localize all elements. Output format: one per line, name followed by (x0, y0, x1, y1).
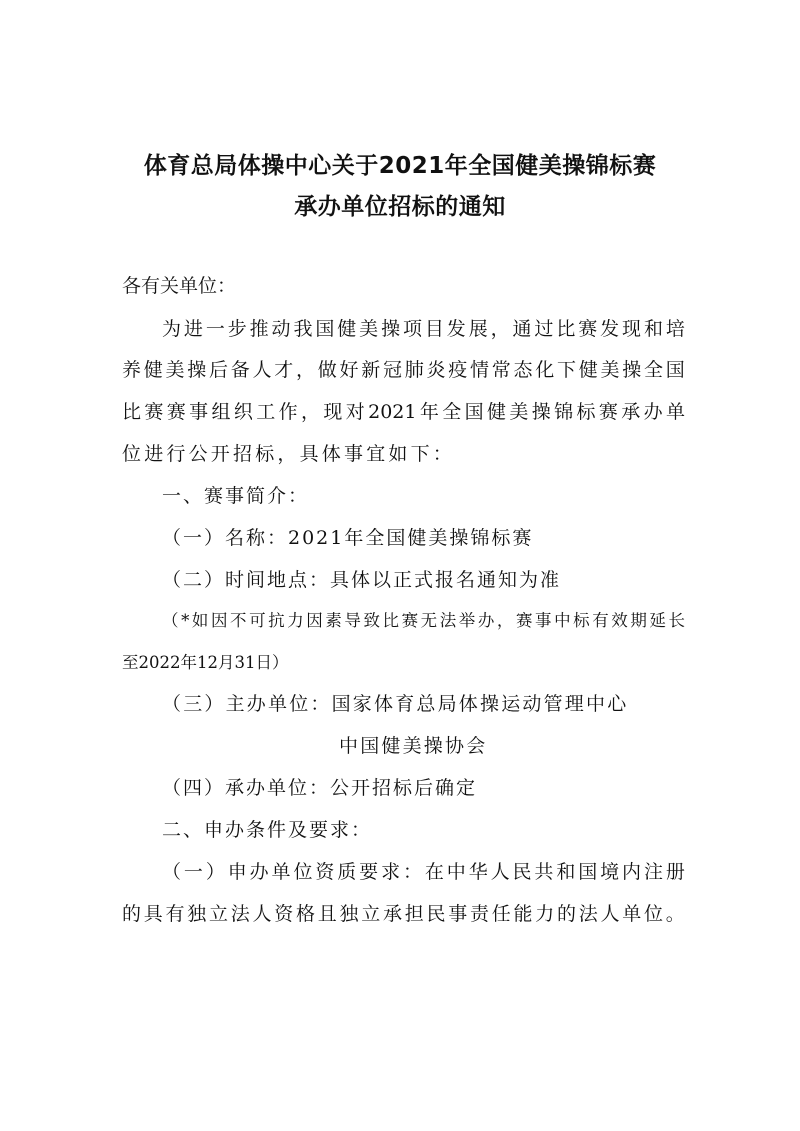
force-majeure-note-line-2: 至2022年12月31日） (122, 653, 289, 672)
section-1-heading: 一、赛事简介： (162, 485, 310, 507)
requirement-line-1: （ 一 ） 申 办 单 位 资 质 要 求 ： 在 中 华 人 民 共 和 国 境 内 注 册 (162, 861, 685, 883)
intro-paragraph-line-3: 比 赛 赛 事 组 织 工 作 ， 现 对 2021 年 全 国 健 美 操 锦 标 赛 承 办 单 (122, 401, 685, 423)
document-title-line-1: 体育总局体操中心关于2021年全国健美操锦标赛 (143, 153, 657, 179)
item-1-name: （一）名称：2021年全国健美操锦标赛 (162, 527, 534, 549)
item-2-time-location: （二）时间地点：具体以正式报名通知为准 (162, 569, 562, 591)
salutation: 各有关单位： (122, 275, 237, 297)
intro-paragraph-line-2: 养 健 美 操 后 备 人 才 ， 做 好 新 冠 肺 炎 疫 情 常 态 化 下 健 美 操 全 国 (122, 359, 685, 381)
item-4-host: （四）承办单位：公开招标后确定 (162, 777, 478, 799)
intro-paragraph-line-4: 位进行公开招标，具体事宜如下： (122, 443, 456, 465)
item-3-organizer: （三）主办单位：国家体育总局体操运动管理中心 (162, 693, 629, 715)
requirement-line-2: 的 具 有 独 立 法 人 资 格 且 独 立 承 担 民 事 责 任 能 力 的 法 人 单 位 。 (122, 903, 685, 925)
item-3-organizer-continued: 中国健美操协会 (339, 735, 488, 757)
section-2-heading: 二、申办条件及要求： (162, 819, 373, 841)
force-majeure-note-line-1: （ * 如 因 不 可 抗 力 因 素 导 致 比 赛 无 法 举 办 ， 赛 事 中 标 有 效 期 延 长 (162, 611, 685, 630)
intro-paragraph-line-1: 为 进 一 步 推 动 我 国 健 美 操 项 目 发 展 ， 通 过 比 赛 发 现 和 培 (162, 318, 685, 340)
document-title-line-2: 承办单位招标的通知 (294, 194, 506, 220)
